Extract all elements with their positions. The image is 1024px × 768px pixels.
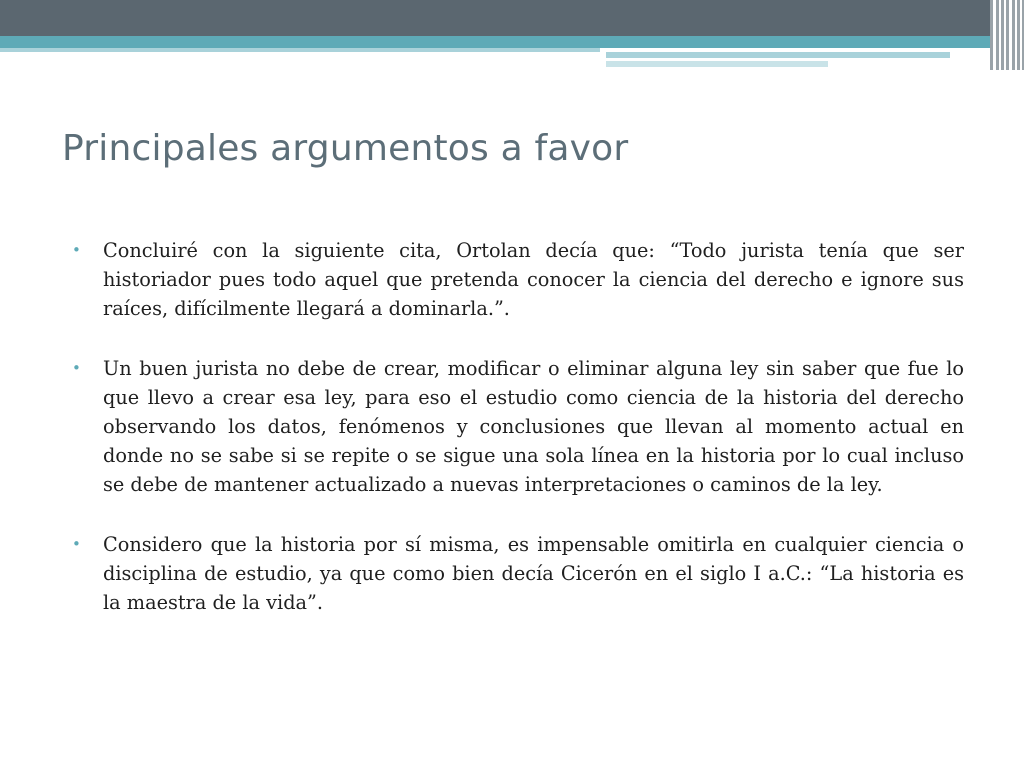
bullet-marker-icon: • bbox=[72, 359, 81, 377]
header-stripe bbox=[993, 0, 996, 70]
header-band-dark bbox=[0, 0, 1024, 36]
bullet-item bbox=[72, 354, 964, 499]
header-band-teal bbox=[0, 36, 1024, 48]
bullet-marker-icon: • bbox=[72, 535, 81, 553]
bullet-text: Un buen jurista no debe de crear, modificar o eliminar alguna ley sin saber que fue lo que llevo a crear esa ley, para eso el estudio como ciencia de la historia del derecho observando los datos, fenómenos y conclusiones que llevan al momento actual en donde no se sabe si se repite o se sigue una sola línea en la historia por lo cual incluso se debe de mantener actualizado a nuevas interpretaciones o caminos de la ley. bbox=[103, 357, 964, 496]
bullet-item bbox=[72, 236, 964, 323]
header-stripe bbox=[1004, 0, 1006, 70]
header-stripe bbox=[999, 0, 1001, 70]
header-accent-line-short bbox=[606, 61, 828, 67]
bullet-marker-icon: • bbox=[72, 241, 81, 259]
header-stripe bbox=[1015, 0, 1017, 70]
bullet-item bbox=[72, 530, 964, 617]
bullet-list bbox=[72, 236, 964, 648]
header-stripe bbox=[1020, 0, 1022, 70]
header-band-light bbox=[0, 48, 600, 52]
bullet-text: Concluiré con la siguiente cita, Ortolan decía que: “Todo jurista tenía que ser historiador pues todo aquel que pretenda conocer la ciencia del derecho e ignore sus raíces, difícilmente llegará a dominarla.”. bbox=[103, 239, 964, 320]
header-stripe bbox=[1009, 0, 1012, 70]
bullet-text: Considero que la historia por sí misma, es impensable omitirla en cualquier ciencia o disciplina de estudio, ya que como bien decía Cicerón en el siglo I a.C.: “La historia es la maestra de la vida”. bbox=[103, 533, 964, 614]
header-accent-line bbox=[606, 52, 950, 58]
slide-title: Principales argumentos a favor bbox=[62, 128, 629, 169]
